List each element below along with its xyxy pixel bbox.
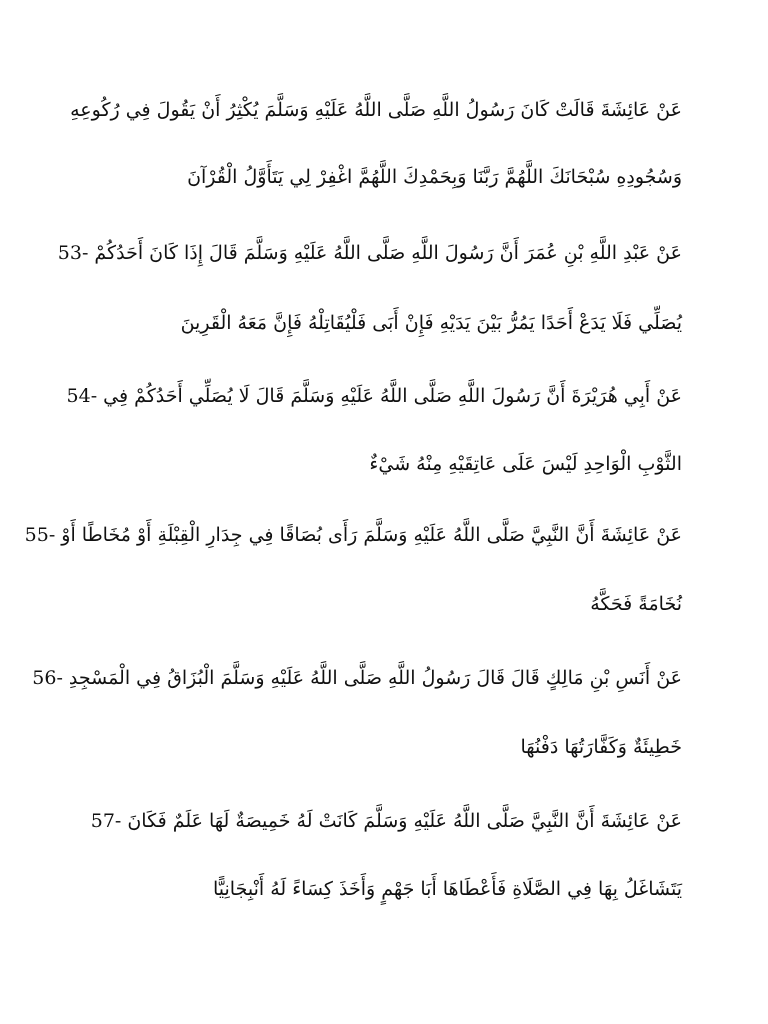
hadith-text: عَنْ عَبْدِ اللَّهِ بْنِ عُمَرَ أَنَّ رَسُولَ اللَّهِ صَلَّى اللَّهُ عَلَيْهِ وَسَلَّمَ قَالَ إِذَا كَانَ أَحَدُكُمْ [94,242,682,264]
hadith-57-line-2 [82,872,682,906]
hadith-55-line-1 [24,518,682,552]
hadith-57-line-1 [82,804,682,838]
hadith-text: عَنْ عَائِشَةَ أَنَّ النَّبِيَّ صَلَّى اللَّهُ عَلَيْهِ وَسَلَّمَ كَانَتْ لَهُ خَمِيصَةٌ لَهَا عَلَمٌ فَكَانَ [127,810,682,832]
hadith-text: نُخَامَةً فَحَكَّهُ [590,593,682,615]
hadith-55-line-2 [82,587,682,621]
hadith-text: يَتَشَاغَلُ بِهَا فِي الصَّلَاةِ فَأَعْطَاهَا أَبَا جَهْمٍ وَأَخَذَ كِسَاءً لَهُ أَنْبِجَانِيًّا [213,878,682,900]
hadith-54-line-1 [66,379,682,413]
hadith-text: الثَّوْبِ الْوَاحِدِ لَيْسَ عَلَى عَاتِقَيْهِ مِنْهُ شَيْءٌ [369,453,682,475]
hadith-52-line-1 [70,93,682,127]
hadith-text: عَنْ عَائِشَةَ أَنَّ النَّبِيَّ صَلَّى اللَّهُ عَلَيْهِ وَسَلَّمَ رَأَى بُصَاقًا فِي جِدَارِ الْقِبْلَةِ أَوْ مُخَاطًا أَوْ [61,524,682,546]
hadith-number: 57- [90,810,122,832]
hadith-text: خَطِيئَةٌ وَكَفَّارَتُهَا دَفْنُهَا [520,736,682,758]
hadith-text: عَنْ أَنَسِ بْنِ مَالِكٍ قَالَ قَالَ رَسُولُ اللَّهِ صَلَّى اللَّهُ عَلَيْهِ وَسَلَّمَ الْبُزَاقُ فِي الْمَسْجِدِ [68,667,682,689]
hadith-52-line-2 [82,160,682,194]
hadith-text: عَنْ أَبِي هُرَيْرَةَ أَنَّ رَسُولَ اللَّهِ صَلَّى اللَّهُ عَلَيْهِ وَسَلَّمَ قَالَ لَا يُصَلِّي أَحَدُكُمْ فِي [103,385,682,407]
hadith-56-line-1 [32,661,682,695]
hadith-54-line-2 [82,447,682,481]
hadith-text: وَسُجُودِهِ سُبْحَانَكَ اللَّهُمَّ رَبَّنَا وَبِحَمْدِكَ اللَّهُمَّ اغْفِرْ لِي يَتَأَوَّلُ الْقُرْآنَ [187,166,682,188]
hadith-number: 53- [57,242,89,264]
hadith-number: 54- [66,385,98,407]
hadith-text: يُصَلِّي فَلَا يَدَعْ أَحَدًا يَمُرُّ بَيْنَ يَدَيْهِ فَإِنْ أَبَى فَلْيُقَاتِلْهُ فَإِنَّ مَعَهُ الْقَرِينَ [180,312,682,334]
hadith-56-line-2 [82,730,682,764]
hadith-number: 55- [24,524,56,546]
hadith-number: 56- [32,667,63,689]
hadith-53-line-1 [57,236,682,270]
hadith-53-line-2 [82,306,682,340]
hadith-text: عَنْ عَائِشَةَ قَالَتْ كَانَ رَسُولُ اللَّهِ صَلَّى اللَّهُ عَلَيْهِ وَسَلَّمَ يُكْثِرُ أَنْ يَقُولَ فِي رُكُوعِهِ [70,99,682,121]
